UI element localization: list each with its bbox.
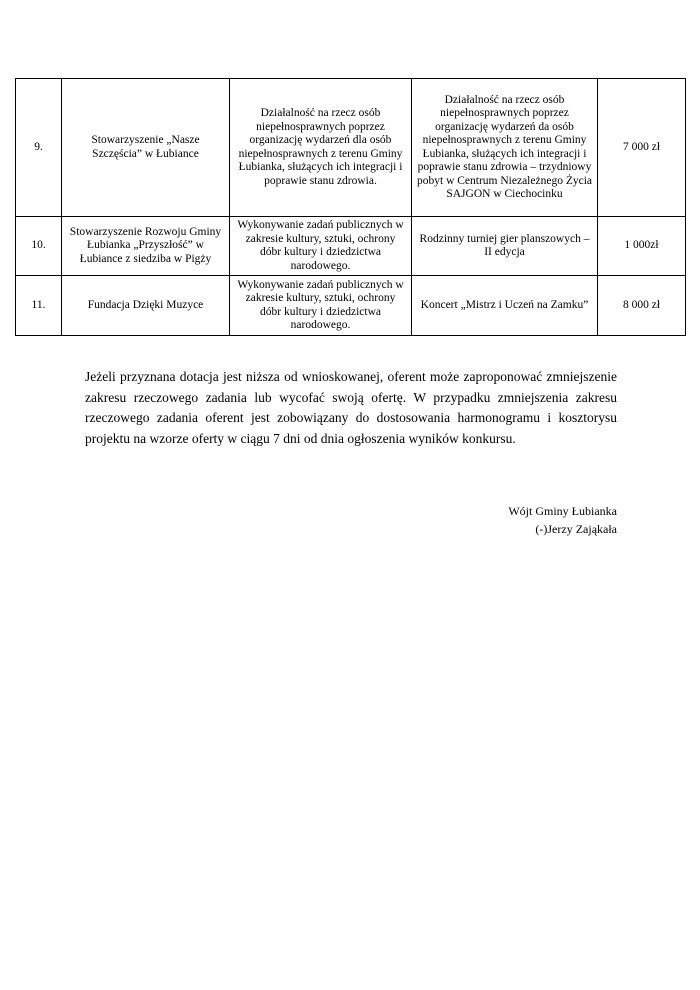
grant-amount: 7 000 zł bbox=[598, 79, 686, 217]
row-number: 9. bbox=[16, 79, 62, 217]
table-row bbox=[16, 276, 686, 336]
task-scope: Działalność na rzecz osób niepełnosprawnych poprzez organizację wydarzeń dla osób niepełnosprawnych z terenu Gminy Łubianka, służących ich integracji i poprawie stanu zdrowia. bbox=[230, 79, 412, 217]
grant-reduction-note: Jeżeli przyznana dotacja jest niższa od wnioskowanej, oferent może zaproponować zmniejszenie zakresu rzeczowego zadania lub wycofać swoją ofertę. W przypadku zmniejszenia zakresu rzeczowego zadania oferent jest zobowiązany do dostosowania harmonogramu i kosztorysu projektu na wzorze oferty w ciągu 7 dni od dnia ogłoszenia wyników konkursu. bbox=[85, 369, 617, 446]
grant-amount: 1 000zł bbox=[598, 217, 686, 276]
task-title: Koncert „Mistrz i Uczeń na Zamku” bbox=[412, 276, 598, 336]
signatory-name: (-)Jerzy Zająkała bbox=[535, 522, 617, 536]
table-row bbox=[16, 217, 686, 276]
row-number: 11. bbox=[16, 276, 62, 336]
task-scope: Wykonywanie zadań publicznych w zakresie kultury, sztuki, ochrony dóbr kultury i dziedzictwa narodowego. bbox=[230, 276, 412, 336]
task-title: Rodzinny turniej gier planszowych – II edycja bbox=[412, 217, 598, 276]
signatory-role: Wójt Gminy Łubianka bbox=[508, 504, 617, 518]
signature-block bbox=[508, 502, 617, 538]
organization-name: Stowarzyszenie Rozwoju Gminy Łubianka „Przyszłość” w Łubiance z siedziba w Pigży bbox=[62, 217, 230, 276]
task-title: Działalność na rzecz osób niepełnosprawnych poprzez organizację wydarzeń da osób niepełnosprawnych z terenu Gminy Łubianka, służących ich integracji i poprawie stanu zdrowia – trzydniowy pobyt w Centrum Niezależnego Życia SAJGON w Ciechocinku bbox=[412, 79, 598, 217]
table-row bbox=[16, 79, 686, 217]
row-number: 10. bbox=[16, 217, 62, 276]
organization-name: Stowarzyszenie „Nasze Szczęścia” w Łubiance bbox=[62, 79, 230, 217]
task-scope: Wykonywanie zadań publicznych w zakresie kultury, sztuki, ochrony dóbr kultury i dziedzictwa narodowego. bbox=[230, 217, 412, 276]
organization-name: Fundacja Dzięki Muzyce bbox=[62, 276, 230, 336]
grants-table bbox=[15, 78, 686, 336]
grant-amount: 8 000 zł bbox=[598, 276, 686, 336]
